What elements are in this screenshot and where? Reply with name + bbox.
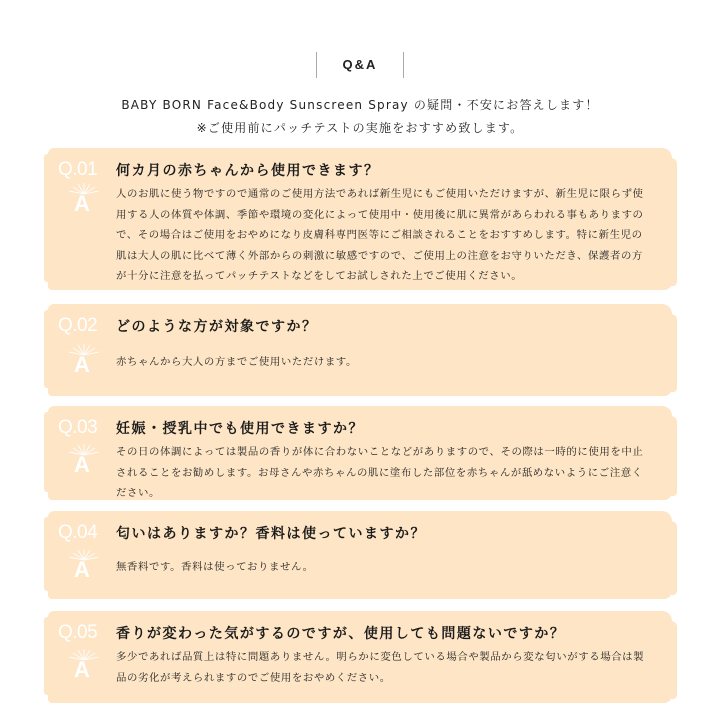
answer-text: 無香料です。香料は使っておりません。 bbox=[116, 561, 314, 573]
faq-item bbox=[48, 511, 672, 599]
intro-note: ※ご使用前にパッチテストの実施をおすすめ致します。 bbox=[196, 121, 524, 135]
divider bbox=[316, 52, 317, 78]
answer-text: 人のお肌に使う物ですので通常のご使用方法であれば新生児にもご使用いただけますが、新生児に限らず使用する人の体質や体調、季節や環境の変化によって使用中・使用後に肌に異常があらわれる事もありますので、その場合はご使用をおやめになり皮膚科専門医等にご相談されることをおすすめします。特に新生児の肌は大人の肌に比べて薄く外部からの刺激に敏感ですので、ご使用上の注意をお守りいただき、保護者の方が十分に注意を払ってパッチテストなどをしてお試しされた上でご使用ください。 bbox=[116, 188, 644, 282]
answer-mark bbox=[66, 442, 102, 478]
answer-mark bbox=[66, 181, 102, 217]
answer-text: その日の体調によっては製品の香りが体に合わないことなどがありますので、その際は一時的に使用を中止されることをお勧めします。お母さんや赤ちゃんの肌に塗布した部位を赤ちゃんが舐めないようにご注意ください。 bbox=[116, 446, 644, 499]
answer-letter: A bbox=[74, 452, 90, 477]
page-title: Q&A bbox=[342, 57, 378, 72]
intro-text: BABY BORN Face&Body Sunscreen Spray の疑問・不安にお答えします！ bbox=[121, 98, 599, 112]
qa-title-block bbox=[316, 52, 404, 78]
faq-item bbox=[48, 304, 672, 396]
question-text: 何カ月の赤ちゃんから使用できます？ bbox=[116, 163, 380, 179]
faq-item bbox=[48, 611, 672, 703]
qa-header bbox=[0, 52, 720, 78]
question-text: どのような方が対象ですか？ bbox=[116, 319, 318, 335]
answer-text: 赤ちゃんから大人の方までご使用いただけます。 bbox=[116, 356, 357, 368]
answer-letter: A bbox=[74, 557, 90, 582]
question-text: 匂いはありますか？香料は使っていますか？ bbox=[116, 526, 426, 542]
question-number: Q.01 bbox=[58, 159, 98, 180]
faq-item bbox=[48, 148, 672, 290]
answer-letter: A bbox=[74, 657, 90, 682]
question-text: 妊娠・授乳中でも使用できますか？ bbox=[116, 421, 364, 437]
question-number: Q.02 bbox=[58, 315, 98, 336]
divider bbox=[403, 52, 404, 78]
question-text: 香りが変わった気がするのですが、使用しても問題ないですか？ bbox=[116, 626, 566, 642]
answer-mark bbox=[66, 547, 102, 583]
question-number: Q.03 bbox=[58, 417, 98, 438]
question-number: Q.04 bbox=[58, 522, 98, 543]
answer-mark bbox=[66, 342, 102, 378]
answer-letter: A bbox=[74, 191, 90, 216]
answer-text: 多少であれば品質上は特に問題ありません。明らかに変色している場合や製品から変な匂いがする場合は製品の劣化が考えられますのでご使用をおやめください。 bbox=[116, 651, 645, 684]
faq-item bbox=[48, 406, 672, 500]
answer-letter: A bbox=[74, 352, 90, 377]
answer-mark bbox=[66, 647, 102, 683]
question-number: Q.05 bbox=[58, 622, 98, 643]
